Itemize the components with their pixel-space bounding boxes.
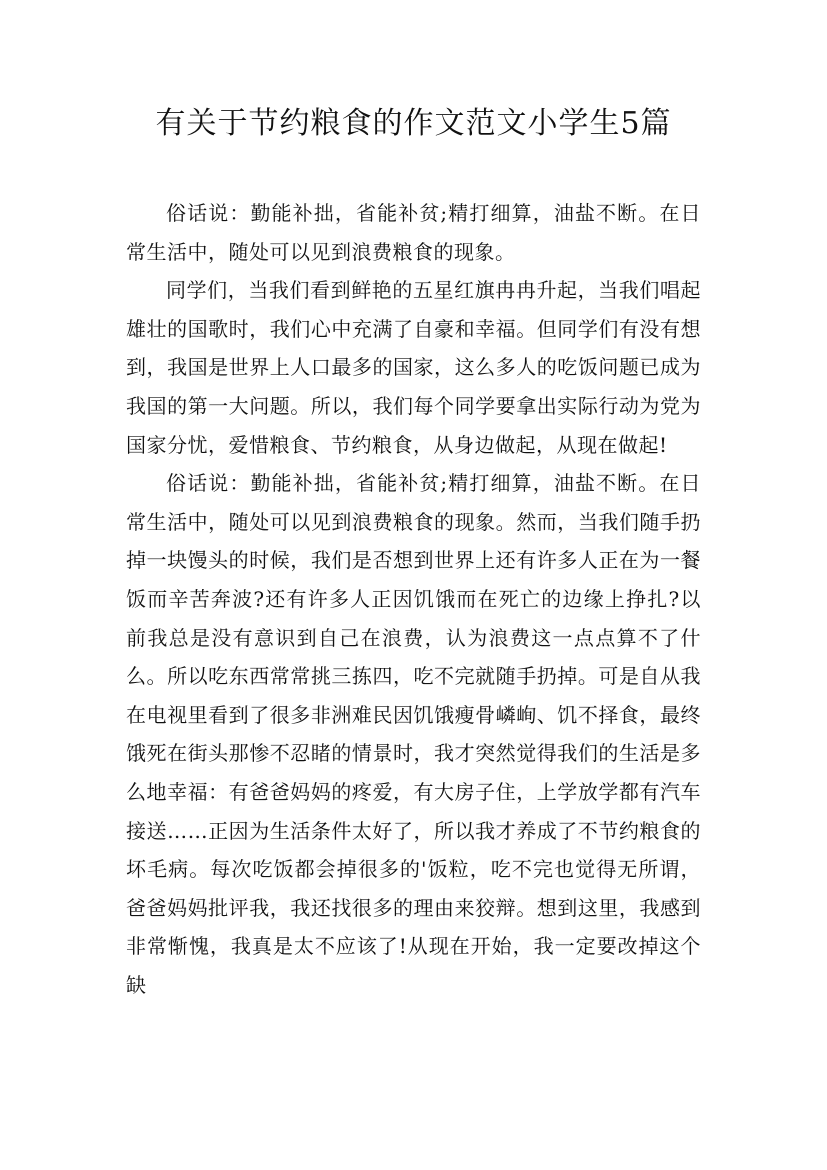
- document-body: [126, 194, 701, 1144]
- paragraph-1: 俗话说：勤能补拙，省能补贫;精打细算，油盐不断。在日常生活中，随处可以见到浪费粮食的现象。: [126, 201, 701, 264]
- document-title: 有关于节约粮食的作文范文小学生5篇: [155, 106, 672, 141]
- paragraph-2: 同学们，当我们看到鲜艳的五星红旗冉冉升起，当我们唱起雄壮的国歌时，我们心中充满了自豪和幸福。但同学们有没有想到，我国是世界上人口最多的国家，这么多人的吃饭问题已成为我国的第一大问题。所以，我们每个同学要拿出实际行动为党为国家分忧，爱惜粮食、节约粮食，从身边做起，从现在做起!: [126, 278, 701, 457]
- paragraph-3: 俗话说：勤能补拙，省能补贫;精打细算，油盐不断。在日常生活中，随处可以见到浪费粮食的现象。然而，当我们随手扔掉一块馒头的时候，我们是否想到世界上还有许多人正在为一餐饭而辛苦奔波?还有许多人正因饥饿而在死亡的边缘上挣扎?以前我总是没有意识到自己在浪费，认为浪费这一点点算不了什么。所以吃东西常常挑三拣四，吃不完就随手扔掉。可是自从我在电视里看到了很多非洲难民因饥饿瘦骨嶙峋、饥不择食，最终饿死在街头那惨不忍睹的情景时，我才突然觉得我们的生活是多么地幸福：有爸爸妈妈的疼爱，有大房子住，上学放学都有汽车接送……正因为生活条件太好了，所以我才养成了不节约粮食的坏毛病。每次吃饭都会掉很多的'饭粒，吃不完也觉得无所谓，爸爸妈妈批评我，我还找很多的理由来狡辩。想到这里，我感到非常惭愧，我真是太不应该了!从现在开始，我一定要改掉这个缺: [126, 471, 701, 997]
